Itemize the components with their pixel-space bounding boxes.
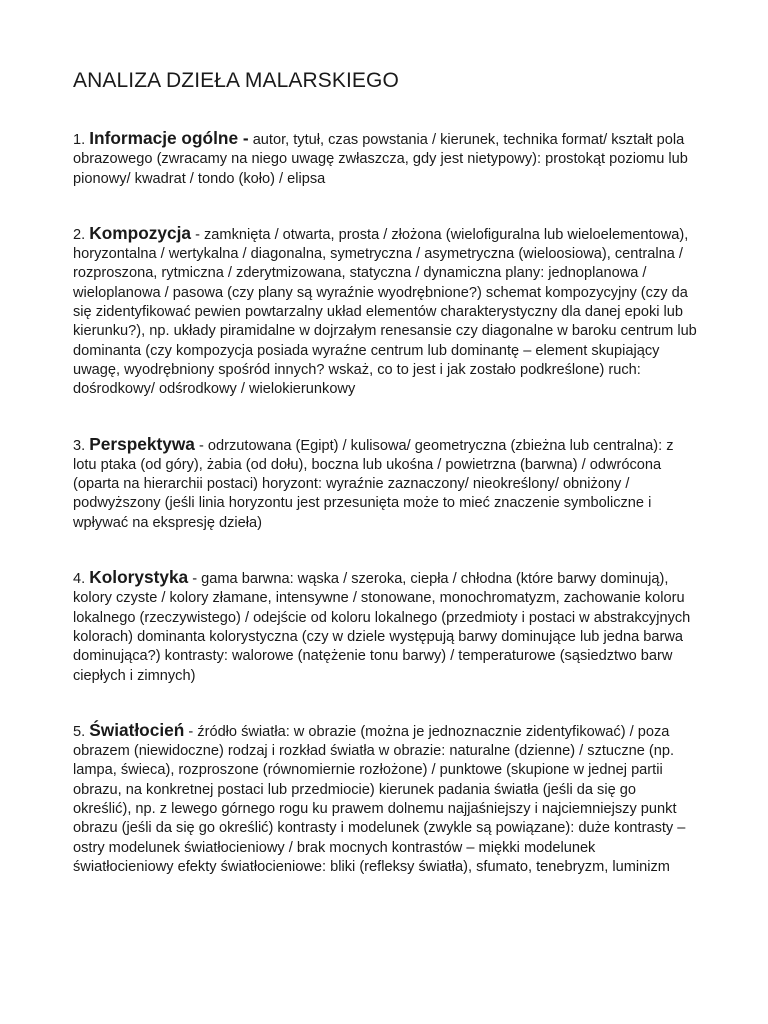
section-heading: Informacje ogólne - xyxy=(89,128,249,148)
section-body: - odrzutowana (Egipt) / kulisowa/ geometryczna (zbieżna lub centralna): z lotu ptaka (od góry), żabia (od dołu), boczna lub ukośna / powietrzna (barwna) / odwrócona (oparta na hierarchii postaci) horyzont: wyraźnie zaznaczony/ nieokreślony/ obniżony / podwyższony (jeśli linia horyzontu jest przesunięta może to mieć znaczenie symboliczne i wpływać na ekspresję dzieła) xyxy=(73,437,674,531)
section-body: - zamknięta / otwarta, prosta / złożona (wielofiguralna lub wieloelementowa), horyzontalna / wertykalna / diagonalna, symetryczna / asymetryczna (wieloosiowa), centralna / rozproszona, rytmiczna / zderytmizowana, statyczna / dynamiczna plany: jednoplanowa / wieloplanowa / pasowa (czy plany są wyraźnie wyodrębnione?) schemat kompozycyjny (czy da się zidentyfikować pewien powtarzalny układ elementów charakterystyczny dla danej epoki lub kierunku?), np. układy piramidalne w dojrzałym renesansie czy diagonalne w baroku centrum lub dominanta (czy kompozycja posiada wyraźne centrum lub dominantę – element skupiający uwagę, wyodrębniony spośród innych? wskaż, co to jest i jak zostało podkreślone) ruch: dośrodkowy/ odśrodkowy / wielokierunkowy xyxy=(73,226,697,398)
section-body: - gama barwna: wąska / szeroka, ciepła / chłodna (które barwy dominują), kolory czyste / kolory złamane, intensywne / stonowane, monochromatyzm, zachowanie koloru lokalnego (rzeczywistego) / odejście od koloru lokalnego (przedmioty i postaci w abstrakcyjnych kolorach) dominanta kolorystyczna (czy w dziele występują barwy dominujące lub jedna barwa dominująca?) kontrasty: walorowe (natężenie tonu barwy) / temperaturowe (sąsiedztwo barw ciepłych i zimnych) xyxy=(73,571,691,684)
section-heading: Światłocień xyxy=(89,719,185,740)
section-body: - źródło światła: w obrazie (można je jednoznacznie zidentyfikować) / poza obrazem (niewidoczne) rodzaj i rozkład światła w obrazie: naturalne (dzienne) / sztuczne (np. lampa, świeca), rozproszone (równomiernie rozłożone) / punktowe (skupione w jednej partii obrazu, na konkretnej postaci lub przedmiocie) kierunek padania światła (jeśli da się go określić), np. z lewego górnego rogu ku prawem dolnemu najjaśniejszy i najciemniejszy punkt obrazu (jeśli da się go określić) kontrasty i modelunek (zwykle są powiązane): duże kontrasty – ostry modelunek światłocieniowy / brak mocnych kontrastów – miękki modelunek światłocieniowy efekty światłocieniowe: bliki (refleksy światła), sfumato, tenebryzm, luminizm xyxy=(73,723,686,875)
section-swiatlocien xyxy=(73,721,698,877)
section-number: 2. xyxy=(73,226,86,243)
section-heading: Kolorystyka xyxy=(89,567,189,588)
section-number: 3. xyxy=(73,437,86,454)
document-page xyxy=(73,66,698,877)
section-kompozycja xyxy=(73,224,698,400)
section-body: autor, tytuł, czas powstania / kierunek, technika format/ kształt pola obrazowego (zwracamy na niego uwagę zwłaszcza, gdy jest nietypowy): prostokąt poziomu lub pionowy/ kwadrat / tondo (koło) / elipsa xyxy=(73,132,688,187)
section-perspektywa xyxy=(73,435,698,533)
section-kolorystyka xyxy=(73,568,698,686)
section-informacje-ogolne xyxy=(73,129,698,189)
document-title: ANALIZA DZIEŁA MALARSKIEGO xyxy=(73,69,399,92)
section-number: 5. xyxy=(73,723,86,740)
section-number: 4. xyxy=(73,571,86,588)
section-number: 1. xyxy=(73,132,86,148)
section-heading: Kompozycja xyxy=(89,222,192,243)
section-heading: Perspektywa xyxy=(89,433,195,454)
